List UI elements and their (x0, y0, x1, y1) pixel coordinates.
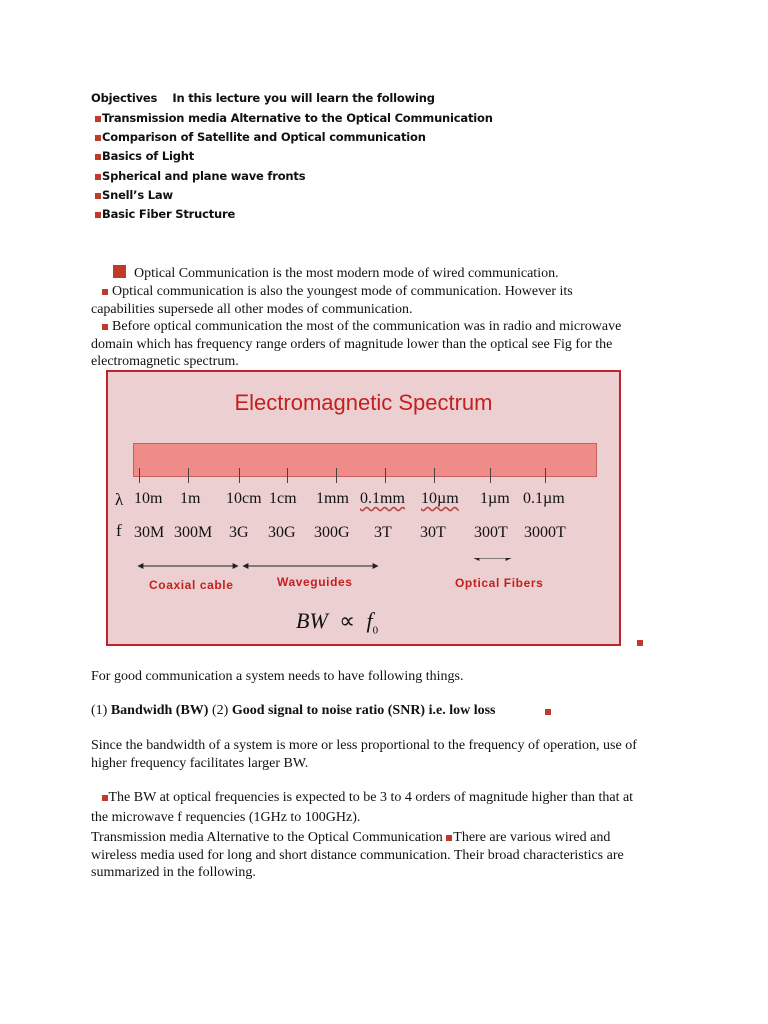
waveguides-label: Waveguides (277, 575, 353, 589)
objective-item: Basics of Light (95, 149, 194, 163)
spectrum-figure (106, 370, 621, 646)
bullet-icon (102, 795, 108, 801)
scale-tick (139, 468, 140, 483)
wavelength-label: 1m (180, 490, 201, 507)
wavelength-label: 1cm (269, 490, 297, 507)
bw-formula: BW ∝ $f_0$ (296, 608, 379, 637)
wavelength-label: 10µm (421, 490, 459, 507)
bullet-icon (637, 640, 643, 646)
objectives-intro: In this lecture you will learn the following (172, 91, 435, 105)
spectrum-bar (133, 443, 597, 477)
bullet-icon (95, 116, 101, 122)
transmission-media-paragraph: Transmission media Alternative to the Optical Communication There are various wired and wireless media used for long and short distance communication. Their broad characteristics are summarized in the following. (91, 830, 624, 880)
wavelength-label: 10m (134, 490, 163, 507)
bullet-icon (95, 174, 101, 180)
frequency-label: 30M (134, 524, 165, 541)
frequency-label: 300G (314, 524, 350, 541)
bullet-icon (446, 835, 452, 841)
objective-item: Spherical and plane wave fronts (95, 169, 305, 183)
scale-tick (434, 468, 435, 483)
frequency-label: 3000T (524, 524, 566, 541)
frequency-label: 300T (474, 524, 508, 541)
paragraph-2: Optical communication is also the youngest mode of communication. However its capabilities supersede all other modes of communication. (91, 284, 573, 317)
frequency-label: 30T (420, 524, 446, 541)
frequency-label: 3G (229, 524, 249, 541)
frequency-label: 30G (268, 524, 296, 541)
bullet-icon (95, 212, 101, 218)
objective-item: Basic Fiber Structure (95, 207, 235, 221)
coaxial-cable-label: Coaxial cable (149, 578, 234, 592)
paragraph-3: Before optical communication the most of the communication was in radio and microwave domain which has frequency range orders of magnitude lower than the optical see Fig for the electromagnetic spectrum. (91, 319, 622, 369)
scale-tick (239, 468, 240, 483)
bullet-icon (545, 709, 551, 715)
body-line-1: For good communication a system needs to have following things. (91, 669, 464, 684)
bullet-icon (95, 193, 101, 199)
scale-tick (188, 468, 189, 483)
objective-item: Comparison of Satellite and Optical communication (95, 130, 426, 144)
bullet-icon (113, 265, 126, 278)
requirements-line: (1) Bandwidh (BW) (2) Good signal to noise ratio (SNR) i.e. low loss (91, 703, 496, 718)
scale-tick (490, 468, 491, 483)
wavelength-label: 10cm (226, 490, 262, 507)
objective-item: Snell’s Law (95, 188, 173, 202)
optical-bw-paragraph: The BW at optical frequencies is expected to be 3 to 4 orders of magnitude higher than that at the microwave f requencies (1GHz to 100GHz). (91, 790, 634, 825)
scale-tick (385, 468, 386, 483)
wavelength-label: 0.1µm (523, 490, 565, 507)
band-arrows (108, 558, 619, 574)
bullet-icon (95, 135, 101, 141)
wavelength-label: 0.1mm (360, 490, 405, 507)
bullet-icon (102, 289, 108, 295)
bandwidth-paragraph: Since the bandwidth of a system is more or less proportional to the frequency of operation, use of higher frequency facilitates larger BW. (91, 738, 637, 771)
figure-title: Electromagnetic Spectrum (234, 390, 493, 415)
objectives-heading: Objectives (91, 91, 158, 105)
scale-tick (287, 468, 288, 483)
scale-tick (545, 468, 546, 483)
objectives-heading-line (91, 91, 435, 105)
optical-fibers-label: Optical Fibers (455, 576, 544, 590)
scale-tick (336, 468, 337, 483)
objective-item: Transmission media Alternative to the Optical Communication (95, 111, 493, 125)
wavelength-label: 1mm (316, 490, 349, 507)
frequency-label: 300M (174, 524, 213, 541)
paragraph-1: Optical Communication is the most modern mode of wired communication. (113, 265, 559, 283)
bullet-icon (95, 154, 101, 160)
wavelength-label: 1µm (480, 490, 510, 507)
frequency-label: 3T (374, 524, 392, 541)
frequency-symbol: f (116, 521, 122, 540)
lambda-symbol: λ (115, 490, 124, 509)
bullet-icon (102, 324, 108, 330)
